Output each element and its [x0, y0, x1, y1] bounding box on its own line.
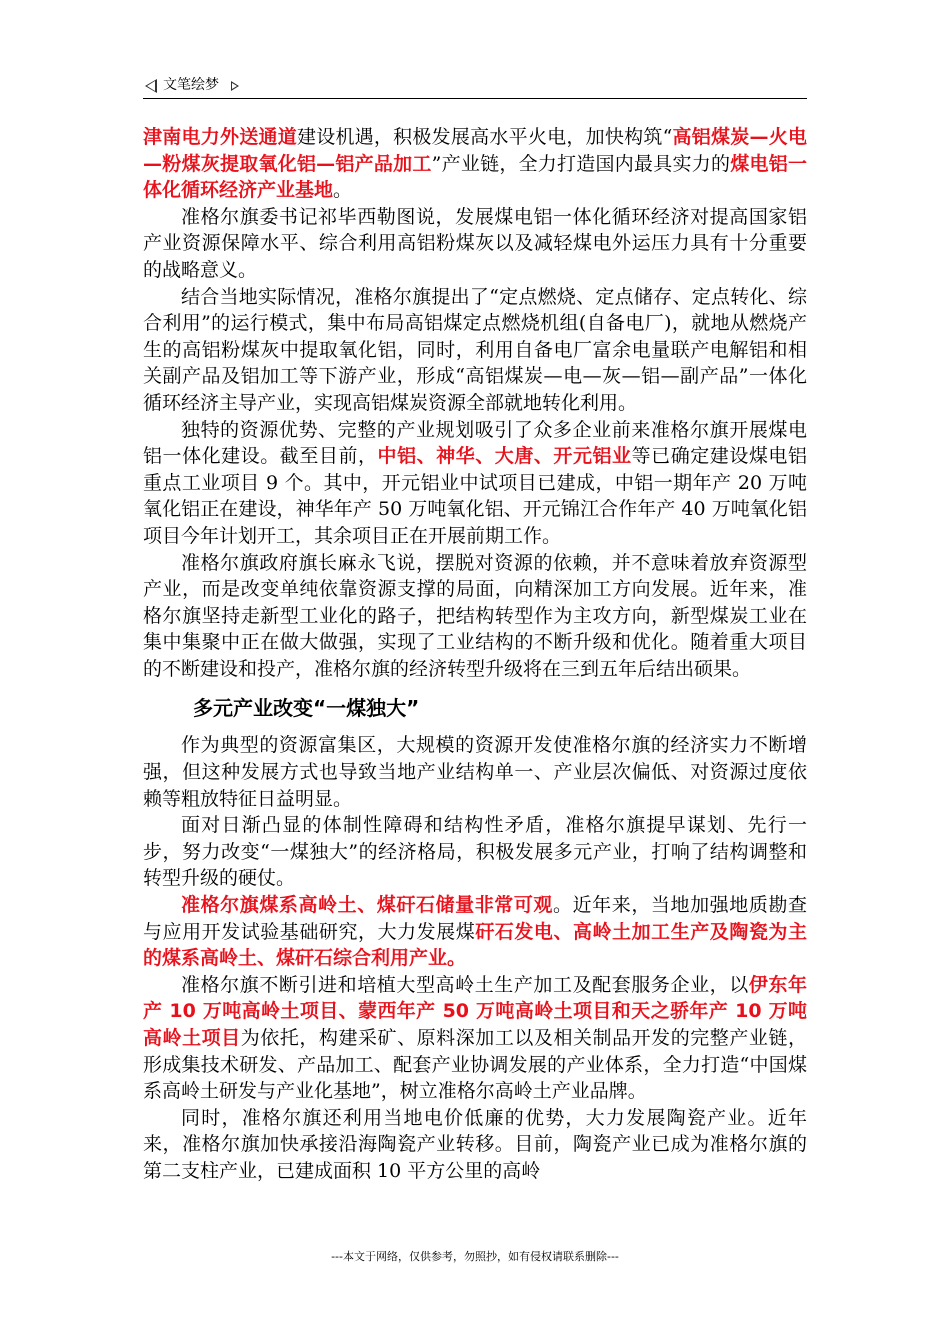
text-run: 。 — [333, 179, 353, 202]
text-run: 准格尔旗委书记祁毕西勒图说，发展煤电铝一体化循环经济对提高国家铝产业资源保障水平、综合利用高铝粉煤灰以及减轻煤电外运压力具有十分重要的战略意义。 — [143, 205, 807, 281]
text-run: 同时，准格尔旗还利用当地电价低廉的优势，大力发展陶瓷产业。近年来，准格尔旗加快承接沿海陶瓷产业转移。目前，陶瓷产业已成为准格尔旗的第二支柱产业，已建成面积 10 平方公里的高岭 — [143, 1106, 807, 1182]
text-run: ”产业链，全力打造国内最具实力的 — [431, 152, 731, 175]
highlighted-text: 矸石发电、高岭土加工生产及陶瓷为主的煤系高岭土、煤矸石综合利用产业。 — [143, 920, 807, 970]
text-run: 。近年来，当地加强地质勘查与应用开发试验基础研究，大力发展煤 — [143, 894, 807, 943]
header-title: 文笔绘梦 — [163, 77, 219, 93]
section-part-2 — [143, 732, 807, 1184]
text-run: 面对日渐凸显的体制性障碍和结构性矛盾，准格尔旗提早谋划、先行一步，努力改变“一煤独大”的经济格局，积极发展多元产业，打响了结构调整和转型升级的硬仗。 — [143, 814, 807, 890]
section-heading: 多元产业改变“一煤独大” — [193, 696, 420, 721]
paragraph — [143, 204, 807, 284]
paragraph — [143, 550, 807, 683]
page-footer: ---本文于网络，仅供参考，勿照抄，如有侵权请联系删除--- — [331, 1250, 619, 1263]
text-run: 建设机遇，积极发展高水平火电，加快构筑“ — [296, 126, 673, 148]
text-run: 为依托，构建采矿、原料深加工以及相关制品开发的完整产业链，形成集技术研发、产品加工、配套产业协调发展的产业体系，全力打造“中国煤系高岭土研发与产业化基地”，树立准格尔高岭土产业品牌。 — [143, 1027, 807, 1103]
text-run: 作为典型的资源富集区，大规模的资源开发使准格尔旗的经济实力不断增强，但这种发展方式也导致当地产业结构单一、产业层次偏低、对资源过度依赖等粗放特征日益明显。 — [143, 734, 807, 810]
highlighted-text: 中铝、神华、大唐、开元铝业 — [377, 445, 632, 468]
paragraph — [143, 812, 807, 892]
paragraph — [143, 417, 807, 550]
highlighted-text: 高铝煤炭—火电—粉煤灰提取氧化铝—铝产品加工 — [143, 126, 807, 175]
paragraph — [143, 124, 807, 204]
text-run: 准格尔旗不断引进和培植大型高岭土生产加工及配套服务企业，以 — [181, 973, 749, 996]
triangle-left-icon — [145, 79, 157, 93]
highlighted-text: 伊东年产 10 万吨高岭土项目、蒙西年产 50 万吨高岭土项目和天之骄年产 10 万吨高岭土项目 — [143, 973, 807, 1049]
highlighted-text: 津南电力外送通道 — [143, 126, 297, 148]
highlighted-text: 准格尔旗煤系高岭土、煤矸石储量非常可观 — [181, 894, 554, 917]
page-header — [143, 76, 807, 99]
paragraph — [143, 892, 807, 972]
triangle-right-icon — [231, 81, 239, 91]
highlighted-text: 煤电铝一体化循环经济产业基地 — [143, 152, 807, 202]
text-run: 等已确定建设煤电铝重点工业项目 9 个。其中，开元铝业中试项目已建成，中铝一期年产 20 万吨氧化铝正在建设，神华年产 50 万吨氧化铝、开元锦江合作年产 40 万吨氧化铝项目今年计划开工，其余项目正在开展前期工作。 — [143, 445, 807, 547]
paragraph — [143, 972, 807, 1105]
paragraph — [143, 1105, 807, 1185]
text-run: 独特的资源优势、完整的产业规划吸引了众多企业前来准格尔旗开展煤电铝一体化建设。截至目前， — [143, 418, 807, 468]
paragraph — [143, 284, 807, 417]
section-part-1 — [143, 124, 807, 682]
text-run: 准格尔旗政府旗长麻永飞说，摆脱对资源的依赖，并不意味着放弃资源型产业，而是改变单纯依靠资源支撑的局面，向精深加工方向发展。近年来，准格尔旗坚持走新型工业化的路子，把结构转型作为主攻方向，新型煤炭工业在集中集聚中正在做大做强，实现了工业结构的不断升级和优化。随着重大项目的不断建设和投产，准格尔旗的经济转型升级将在三到五年后结出硕果。 — [143, 551, 807, 680]
paragraph — [143, 732, 807, 812]
text-run: 结合当地实际情况，准格尔旗提出了“定点燃烧、定点储存、定点转化、综合利用”的运行模式，集中布局高铝煤定点燃烧机组(自备电厂)，就地从燃烧产生的高铝粉煤灰中提取氧化铝，同时，利用自备电厂富余电量联产电解铝和相关副产品及铝加工等下游产业，形成“高铝煤炭—电—灰—铝—副产品”一体化循环经济主导产业，实现高铝煤炭资源全部就地转化利用。 — [143, 285, 807, 414]
article-body — [143, 124, 807, 1185]
